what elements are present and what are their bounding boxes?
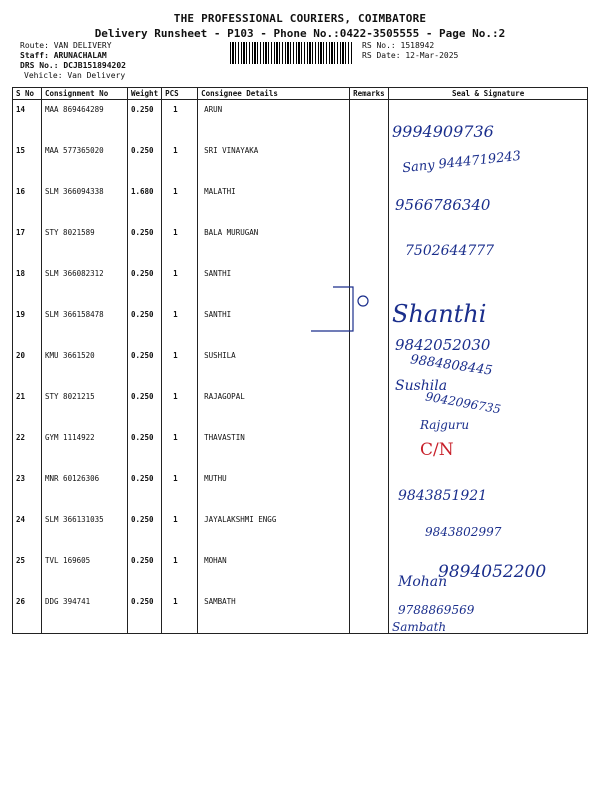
cell-remarks xyxy=(350,346,389,387)
route-text: Route: VAN DELIVERY xyxy=(20,41,112,50)
cell-pcs: 1 xyxy=(162,223,198,264)
table-row xyxy=(13,223,588,264)
cell-pcs: 1 xyxy=(162,182,198,223)
runsheet-subtitle: Delivery Runsheet - P103 - Phone No.:0422-3505555 - Page No.:2 xyxy=(94,27,506,40)
cell-pcs: 1 xyxy=(162,428,198,469)
cell-consignee: BALA MURUGAN xyxy=(198,223,350,264)
cell-weight: 0.250 xyxy=(128,551,162,592)
cell-consignment: KMU 3661520 xyxy=(42,346,128,387)
cell-pcs: 1 xyxy=(162,387,198,428)
col-header-remarks: Remarks xyxy=(350,88,389,100)
cell-sno: 19 xyxy=(13,305,42,346)
cell-signature xyxy=(389,428,588,469)
col-header-consignee: Consignee Details xyxy=(198,88,350,100)
cell-consignment: SLM 366158478 xyxy=(42,305,128,346)
handwritten-note-19: Shanthi xyxy=(392,300,487,328)
cell-remarks xyxy=(350,387,389,428)
cell-sno: 14 xyxy=(13,100,42,142)
cell-weight: 0.250 xyxy=(128,469,162,510)
cell-remarks xyxy=(350,551,389,592)
cell-consignment: DDG 394741 xyxy=(42,592,128,634)
cell-pcs: 1 xyxy=(162,141,198,182)
cell-weight: 0.250 xyxy=(128,346,162,387)
cell-pcs: 1 xyxy=(162,100,198,142)
cell-sno: 21 xyxy=(13,387,42,428)
cell-sno: 15 xyxy=(13,141,42,182)
cell-sno: 18 xyxy=(13,264,42,305)
cell-consignee: SANTHI xyxy=(198,305,350,346)
page-title: THE PROFESSIONAL COURIERS, COIMBATORE xyxy=(173,12,427,25)
handwritten-note-21: Sushila xyxy=(395,378,448,394)
cell-sno: 24 xyxy=(13,510,42,551)
cell-weight: 0.250 xyxy=(128,428,162,469)
cell-consignee: RAJAGOPAL xyxy=(198,387,350,428)
cell-consignee: ARUN xyxy=(198,100,350,142)
handwritten-note-25b: Mohan xyxy=(398,574,448,590)
cell-consignment: SLM 366082312 xyxy=(42,264,128,305)
cell-weight: 0.250 xyxy=(128,387,162,428)
handwritten-note-25: 9894052200 xyxy=(438,562,547,582)
table-row xyxy=(13,305,588,346)
cell-consignment: MNR 60126306 xyxy=(42,469,128,510)
cell-consignee: MOHAN xyxy=(198,551,350,592)
cell-sno: 25 xyxy=(13,551,42,592)
cell-consignee: SUSHILA xyxy=(198,346,350,387)
bracket-mark xyxy=(305,285,375,345)
cell-weight: 0.250 xyxy=(128,223,162,264)
cell-consignment: SLM 366131035 xyxy=(42,510,128,551)
cell-sno: 16 xyxy=(13,182,42,223)
rs-no-text: RS No.: 1518942 xyxy=(362,41,435,50)
cell-remarks xyxy=(350,182,389,223)
cell-weight: 0.250 xyxy=(128,592,162,634)
cell-consignee: JAYALAKSHMI ENGG xyxy=(198,510,350,551)
cell-consignment: MAA 577365020 xyxy=(42,141,128,182)
cell-consignee: MUTHU xyxy=(198,469,350,510)
cell-weight: 1.680 xyxy=(128,182,162,223)
rs-date-text: RS Date: 12-Mar-2025 xyxy=(362,51,459,60)
table-row xyxy=(13,346,588,387)
meta-right xyxy=(362,41,458,61)
table-row xyxy=(13,592,588,634)
cell-weight: 0.250 xyxy=(128,305,162,346)
col-header-sno: S No xyxy=(13,88,42,100)
cell-sno: 23 xyxy=(13,469,42,510)
table-header-row xyxy=(13,88,588,100)
cell-weight: 0.250 xyxy=(128,100,162,142)
cell-remarks xyxy=(350,428,389,469)
cell-consignee: SANTHI xyxy=(198,264,350,305)
col-header-consignment: Consignment No xyxy=(42,88,128,100)
barcode-image xyxy=(230,42,353,64)
drs-text: DRS No.: DCJB151894202 xyxy=(20,61,126,70)
cell-sno: 26 xyxy=(13,592,42,634)
handwritten-note-23: 9843851921 xyxy=(398,488,488,504)
cell-consignee: MALATHI xyxy=(198,182,350,223)
table-row xyxy=(13,264,588,305)
table-row xyxy=(13,387,588,428)
cell-pcs: 1 xyxy=(162,346,198,387)
cell-consignment: MAA 869464289 xyxy=(42,100,128,142)
cell-remarks xyxy=(350,510,389,551)
col-header-signature: Seal & Signature xyxy=(389,88,588,100)
cell-pcs: 1 xyxy=(162,510,198,551)
cell-consignment: STY 8021215 xyxy=(42,387,128,428)
handwritten-note-16: 9566786340 xyxy=(395,196,491,214)
cell-pcs: 1 xyxy=(162,264,198,305)
cell-consignment: STY 8021589 xyxy=(42,223,128,264)
col-header-pcs: PCS xyxy=(162,88,198,100)
handwritten-note-15: Sany 9444719243 xyxy=(401,148,522,177)
cell-pcs: 1 xyxy=(162,551,198,592)
cell-sno: 20 xyxy=(13,346,42,387)
cell-pcs: 1 xyxy=(162,305,198,346)
table-row xyxy=(13,100,588,142)
handwritten-note-17: 7502644777 xyxy=(405,243,495,259)
cell-consignment: TVL 169605 xyxy=(42,551,128,592)
table-row xyxy=(13,182,588,223)
cell-consignee: SAMBATH xyxy=(198,592,350,634)
handwritten-note-21b: 9042096735 xyxy=(424,389,502,417)
cell-pcs: 1 xyxy=(162,469,198,510)
col-header-weight: Weight xyxy=(128,88,162,100)
table-row xyxy=(13,469,588,510)
staff-text: Staff: ARUNACHALAM xyxy=(20,51,107,60)
handwritten-note-26: 9788869569 xyxy=(398,603,475,617)
cell-consignee: THAVASTIN xyxy=(198,428,350,469)
handwritten-note-14: 9994909736 xyxy=(392,122,494,141)
runsheet-table xyxy=(12,87,588,634)
cell-sno: 22 xyxy=(13,428,42,469)
handwritten-note-24: 9843802997 xyxy=(425,525,502,539)
cell-weight: 0.250 xyxy=(128,510,162,551)
cell-signature xyxy=(389,264,588,305)
cell-remarks xyxy=(350,223,389,264)
cell-remarks xyxy=(350,141,389,182)
cell-weight: 0.250 xyxy=(128,264,162,305)
handwritten-note-20: 9842052030 xyxy=(395,336,491,354)
meta-left xyxy=(20,41,126,81)
cell-consignee: SRI VINAYAKA xyxy=(198,141,350,182)
cell-remarks xyxy=(350,469,389,510)
cell-consignment: GYM 1114922 xyxy=(42,428,128,469)
handwritten-note-26b: Sambath xyxy=(392,620,447,634)
cell-remarks xyxy=(350,592,389,634)
cell-remarks xyxy=(350,100,389,142)
handwritten-note-22a: Rajguru xyxy=(420,418,470,432)
cell-pcs: 1 xyxy=(162,592,198,634)
vehicle-text: Vehicle: Van Delivery xyxy=(24,71,126,80)
cell-consignment: SLM 366094338 xyxy=(42,182,128,223)
cell-weight: 0.250 xyxy=(128,141,162,182)
handwritten-note-20b: 9884808445 xyxy=(409,352,494,379)
handwritten-note-22b: C/N xyxy=(420,440,454,460)
table-row xyxy=(13,428,588,469)
cell-sno: 17 xyxy=(13,223,42,264)
